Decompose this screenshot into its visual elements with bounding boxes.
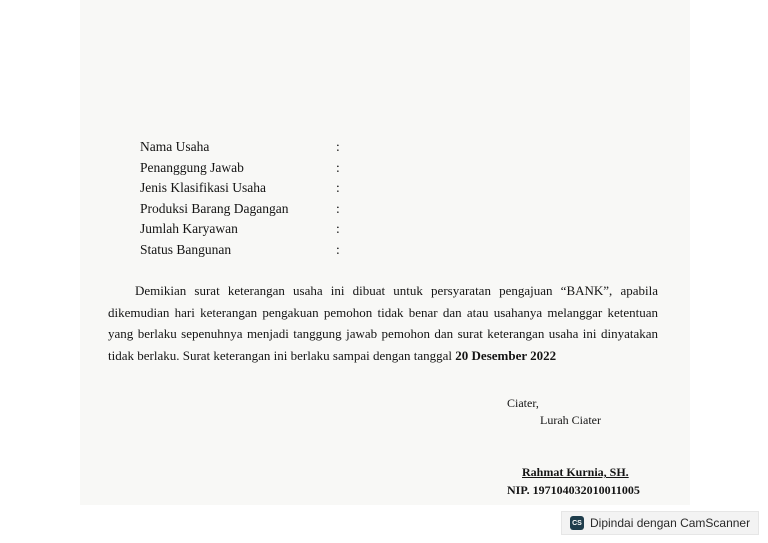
field-label: Status Bangunan (140, 241, 232, 257)
signature-office: Lurah Ciater (540, 413, 601, 427)
signatory-name: Rahmat Kurnia, SH. (522, 465, 629, 479)
field-label: Produksi Barang Dagangan (140, 200, 289, 216)
field-colon: : (336, 159, 340, 175)
field-colon: : (336, 139, 340, 154)
camscanner-watermark (561, 511, 759, 535)
field-row-penanggung-jawab (140, 158, 348, 179)
field-row-status-bangunan (140, 240, 348, 261)
validity-date: 20 Desember 2022 (455, 347, 557, 363)
field-colon: : (336, 221, 340, 237)
field-row-nama-usaha (140, 137, 348, 158)
field-colon: : (336, 180, 340, 196)
field-colon: : (336, 200, 340, 216)
statement-paragraph (108, 280, 658, 366)
field-label: Jumlah Karyawan (140, 221, 238, 237)
business-info-fields (140, 137, 348, 261)
watermark-text: Dipindai dengan CamScanner (590, 516, 751, 530)
field-label: Penanggung Jawab (140, 159, 244, 175)
signature-place: Ciater, (507, 396, 539, 410)
field-colon: : (336, 241, 340, 257)
field-row-produksi-barang (140, 199, 348, 220)
field-row-jenis-klasifikasi (140, 178, 348, 199)
field-row-jumlah-karyawan (140, 219, 348, 240)
field-label: Jenis Klasifikasi Usaha (140, 180, 266, 196)
camscanner-logo-icon: CS (570, 516, 584, 530)
statement-text: Demikian surat keterangan usaha ini dibuat untuk persyaratan pengajuan “BANK”, apabila dikemudian hari keterangan pengakuan pemohon tidak benar dan atau usahanya melanggar ketentuan yang berlaku sepenuhnya menjadi tanggung jawab pemohon dan surat keterangan usaha ini dinyatakan tidak berlaku. Surat keterangan ini berlaku sampai dengan tanggal (108, 283, 658, 363)
field-label: Nama Usaha (140, 139, 210, 154)
signatory-nip: NIP. 197104032010011005 (507, 483, 640, 497)
